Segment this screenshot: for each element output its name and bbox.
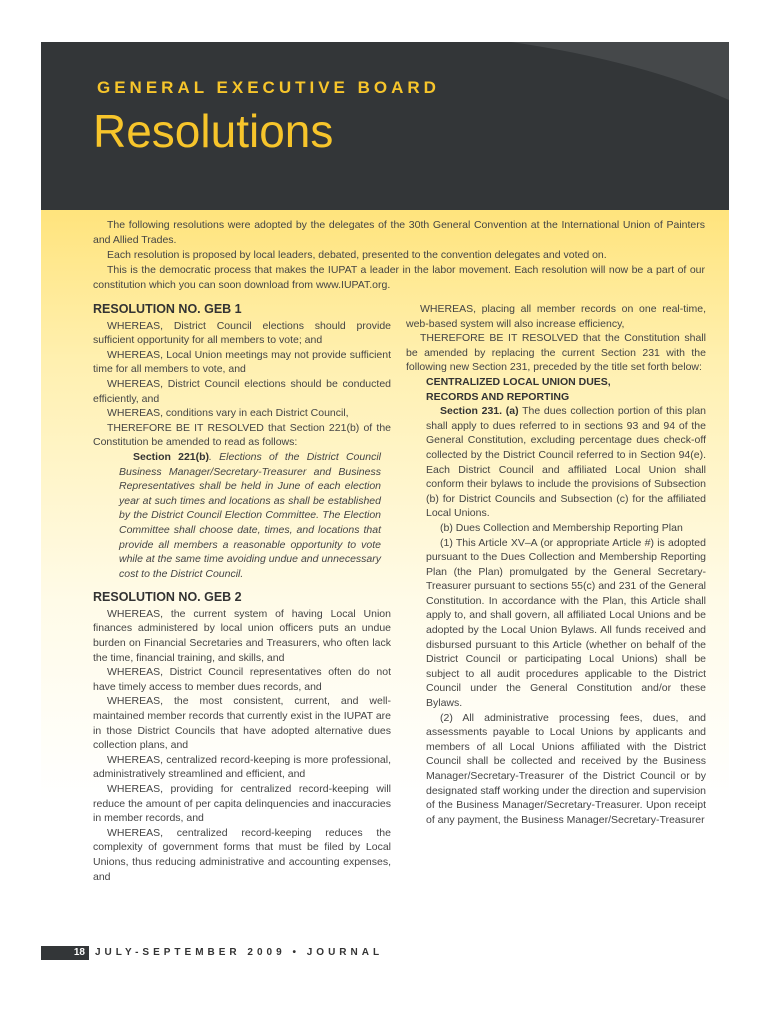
journal-footer-text: JULY-SEPTEMBER 2009 • JOURNAL <box>95 947 384 958</box>
amended-section-text <box>93 450 391 581</box>
page-number: 18 <box>41 946 89 960</box>
section-body: . Elections of the District Council Business Manager/Secretary-Treasurer and Business Representatives shall be held in June of each election year at such times and locations as shall be established by the District Council Election Committee. The Election Committee shall choose date, times, and locations that provide all members a reasonable opportunity to vote while at the same time avoiding undue and unnecessary cost to the District Council. <box>119 450 381 580</box>
left-column <box>93 302 391 884</box>
whereas-paragraph: WHEREAS, Local Union meetings may not provide sufficient time for all members to vote, and <box>93 348 391 376</box>
page-footer <box>41 946 383 960</box>
resolution-heading: RESOLUTION NO. GEB 1 <box>93 302 242 316</box>
whereas-paragraph: WHEREAS, conditions vary in each District Council, <box>107 407 349 420</box>
subsection-paragraph: (2) All administrative processing fees, dues, and assessments payable to Local Unions by applicants and members of all Local Unions affiliated with the District Council shall be collected and received by the Business Manager/Secretary-Treasurer of the District Council or by designated staff working under the direction and supervision of the Business Manager/Secretary-Treasurer. Upon receipt of any payment, the Business Manager/Secretary-Treasurer <box>426 711 706 826</box>
intro-paragraph: The following resolutions were adopted by the delegates of the 30th General Convention at the International Union of Painters and Allied Trades. <box>93 219 705 246</box>
whereas-paragraph: WHEREAS, District Council elections should be conducted efficiently, and <box>93 377 391 405</box>
section-label: Section 231. (a) <box>440 405 519 418</box>
section-title: RECORDS AND REPORTING <box>426 390 570 403</box>
whereas-paragraph: WHEREAS, providing for centralized record-keeping will reduce the amount of per capita delinquencies and inaccuracies in member records, and <box>93 783 391 825</box>
amended-section <box>406 375 706 827</box>
section-body: The dues collection portion of this plan shall apply to dues referred to in sections 93 and 94 of the General Constitution, excluding percentage dues check-off collected by the District Council referred to in Section 94(e). Each District Council and affiliated Local Union shall conform their bylaws to include the provisions of Subsection (b) for District Councils and Subsection (c) for the affiliated Local Unions. <box>426 405 706 520</box>
intro-text <box>93 218 705 293</box>
resolution-heading: RESOLUTION NO. GEB 2 <box>93 590 242 605</box>
intro-paragraph: This is the democratic process that makes the IUPAT a leader in the labor movement. Each resolution will now be a part of our constitution which you can soon download from www.IUPAT.org. <box>93 264 705 291</box>
resolved-paragraph: THEREFORE BE IT RESOLVED that the Constitution shall be amended by replacing the current Section 231 with the following new Section 231, preceded by the title set forth below: <box>406 332 706 374</box>
intro-paragraph: Each resolution is proposed by local leaders, debated, presented to the convention delegates and voted on. <box>107 249 607 261</box>
section-paragraph <box>426 404 706 521</box>
page-title: Resolutions <box>93 105 334 157</box>
section-label: Section 221(b) <box>133 450 210 463</box>
section-kicker: GENERAL EXECUTIVE BOARD <box>97 78 440 97</box>
whereas-paragraph: WHEREAS, District Council elections should provide sufficient opportunity for all members to vote; and <box>93 319 391 347</box>
whereas-paragraph: WHEREAS, the current system of having Local Union finances administered by local union officers puts an undue burden on Financial Secretaries and Treasurers, who often lack the time, financial training, and skills, and <box>93 607 391 664</box>
subsection-paragraph: (1) This Article XV–A (or appropriate Article #) is adopted pursuant to the Dues Collection and Membership Reporting Plan (the Plan) promulgated by the General Secretary-Treasurer pursuant to sections 55(c) and 231 of the General Constitution. In accordance with the Plan, this Article shall apply to, and shall govern, all affiliated Local Unions and be adopted by the Local Union Bylaws. All funds received and disbursed pursuant to this Article (whether on behalf of the District Council or participating Local Unions) shall be subject to all audit procedures applicable to the District Council under the General Constitution and/or these Bylaws. <box>426 536 706 710</box>
whereas-paragraph: WHEREAS, placing all member records on one real-time, web-based system will also increase efficiency, <box>406 303 706 330</box>
section-title: CENTRALIZED LOCAL UNION DUES, <box>426 375 611 388</box>
page-background <box>41 42 729 986</box>
right-column <box>406 302 706 827</box>
whereas-paragraph: WHEREAS, centralized record-keeping is more professional, administratively streamlined and efficient, and <box>93 753 391 781</box>
whereas-paragraph: WHEREAS, the most consistent, current, and well-maintained member records that currently exist in the IUPAT are in those District Councils that have adopted alternative dues collection plans, and <box>93 695 391 752</box>
header-banner <box>41 42 729 210</box>
whereas-paragraph: WHEREAS, District Council representatives often do not have timely access to member dues records, and <box>93 666 391 693</box>
subsection-paragraph: (b) Dues Collection and Membership Reporting Plan <box>440 521 683 534</box>
resolved-paragraph: THEREFORE BE IT RESOLVED that Section 221(b) of the Constitution be amended to read as follows: <box>93 421 391 449</box>
whereas-paragraph: WHEREAS, centralized record-keeping reduces the complexity of government forms that must be filed by Local Unions, thus reducing administrative and accounting expenses, and <box>93 826 391 883</box>
